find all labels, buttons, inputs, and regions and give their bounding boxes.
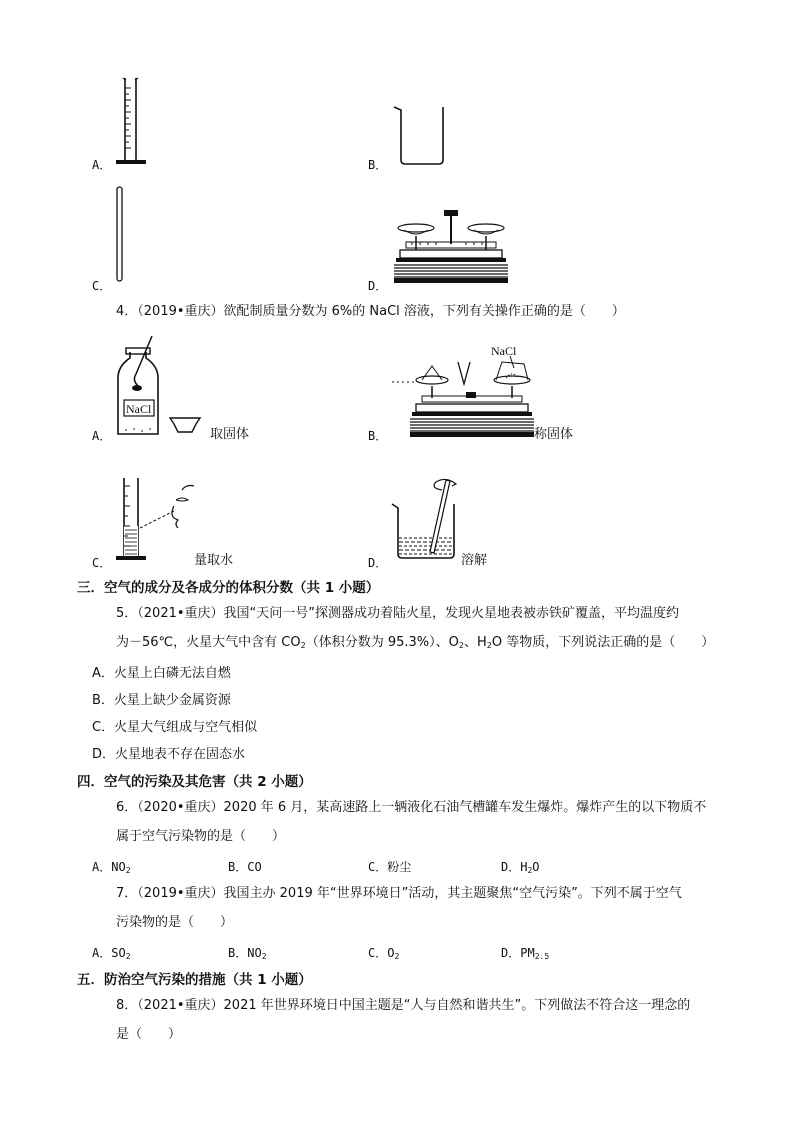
q3-option-c-letter[interactable]: C．: [92, 279, 112, 293]
glass-rod-figure: [114, 186, 126, 286]
q5-option-d[interactable]: D．火星地表不存在固态水: [92, 747, 246, 762]
nacl-balance-label: NaCl: [491, 344, 517, 358]
q3-option-a-letter[interactable]: A．: [92, 158, 112, 172]
q7-option-c[interactable]: C．$O_2$: [368, 946, 400, 961]
q7-option-b[interactable]: B．$NO_2$: [228, 946, 267, 961]
q7-line-2: 污染物的是（ ）: [116, 915, 234, 930]
q5-line-2: 为－56℃，火星大气中含有 $CO_2$（体积分数为 95.3%）、$O_2$、$H_2O$ 等物质，下列说法正确的是（ ）: [116, 635, 715, 650]
q4-option-c-letter[interactable]: C．: [92, 556, 112, 570]
q3-option-b-letter[interactable]: B．: [368, 158, 388, 172]
section-4-heading: 四．空气的污染及其危害（共 2 小题）: [77, 774, 312, 790]
q6-option-b[interactable]: B．CO: [228, 860, 262, 874]
q4-option-b-caption: 称固体: [534, 427, 574, 442]
q7-option-d[interactable]: D．$PM_{2.5}$: [501, 946, 550, 961]
balance-figure: [394, 208, 508, 288]
reagent-bottle-figure: [112, 330, 212, 442]
q4-option-d-letter[interactable]: D．: [368, 556, 388, 570]
q7-option-a[interactable]: A．$SO_2$: [92, 946, 131, 961]
section-5-heading: 五．防治空气污染的措施（共 1 小题）: [77, 972, 312, 988]
q5-line-1: 5．（2021•重庆）我国“天问一号”探测器成功着陆火星，发现火星地表被赤铁矿覆盖，平均温度约: [116, 606, 679, 621]
q4-option-d-caption: 溶解: [461, 553, 488, 568]
q4-stem: 4．（2019•重庆）欲配制质量分数为 6%的 NaCl 溶液，下列有关操作正确的是（ ）: [116, 304, 625, 319]
q4-option-a-letter[interactable]: A．: [92, 429, 112, 443]
balance-weighing-figure: [392, 344, 552, 444]
q4-option-b-letter[interactable]: B．: [368, 429, 388, 443]
q8-line-1: 8．（2021•重庆）2021 年世界环境日中国主题是“人与自然和谐共生”。下列做法不符合这一理念的: [116, 998, 691, 1013]
beaker-figure: [393, 104, 449, 170]
q7-line-1: 7．（2019•重庆）我国主办 2019 年“世界环境日”活动，其主题聚焦“空气污染”。下列不属于空气: [116, 886, 682, 901]
reading-cylinder-figure: [112, 476, 202, 568]
q6-option-c[interactable]: C．粉尘: [368, 860, 412, 874]
nacl-bottle-label: NaCl: [126, 402, 152, 416]
graduated-cylinder-figure: [112, 76, 152, 172]
q4-option-a-caption: 取固体: [210, 427, 250, 442]
q5-option-c[interactable]: C．火星大气组成与空气相似: [92, 720, 258, 735]
q6-line-1: 6．（2020•重庆）2020 年 6 月，某高速路上一辆液化石油气槽罐车发生爆炸。爆炸产生的以下物质不: [116, 800, 707, 815]
dissolving-beaker-figure: [390, 474, 470, 566]
q4-option-c-caption: 量取水: [194, 553, 234, 568]
q6-option-d[interactable]: D．$H_2O$: [501, 860, 540, 875]
q8-line-2: 是（ ）: [116, 1027, 182, 1042]
q5-option-b[interactable]: B．火星上缺少金属资源: [92, 693, 231, 708]
q5-option-a[interactable]: A．火星上白磷无法自燃: [92, 666, 231, 681]
q6-option-a[interactable]: A．$NO_2$: [92, 860, 131, 875]
q3-option-d-letter[interactable]: D．: [368, 279, 388, 293]
q6-line-2: 属于空气污染物的是（ ）: [116, 829, 286, 844]
section-3-heading: 三．空气的成分及各成分的体积分数（共 1 小题）: [77, 580, 380, 596]
